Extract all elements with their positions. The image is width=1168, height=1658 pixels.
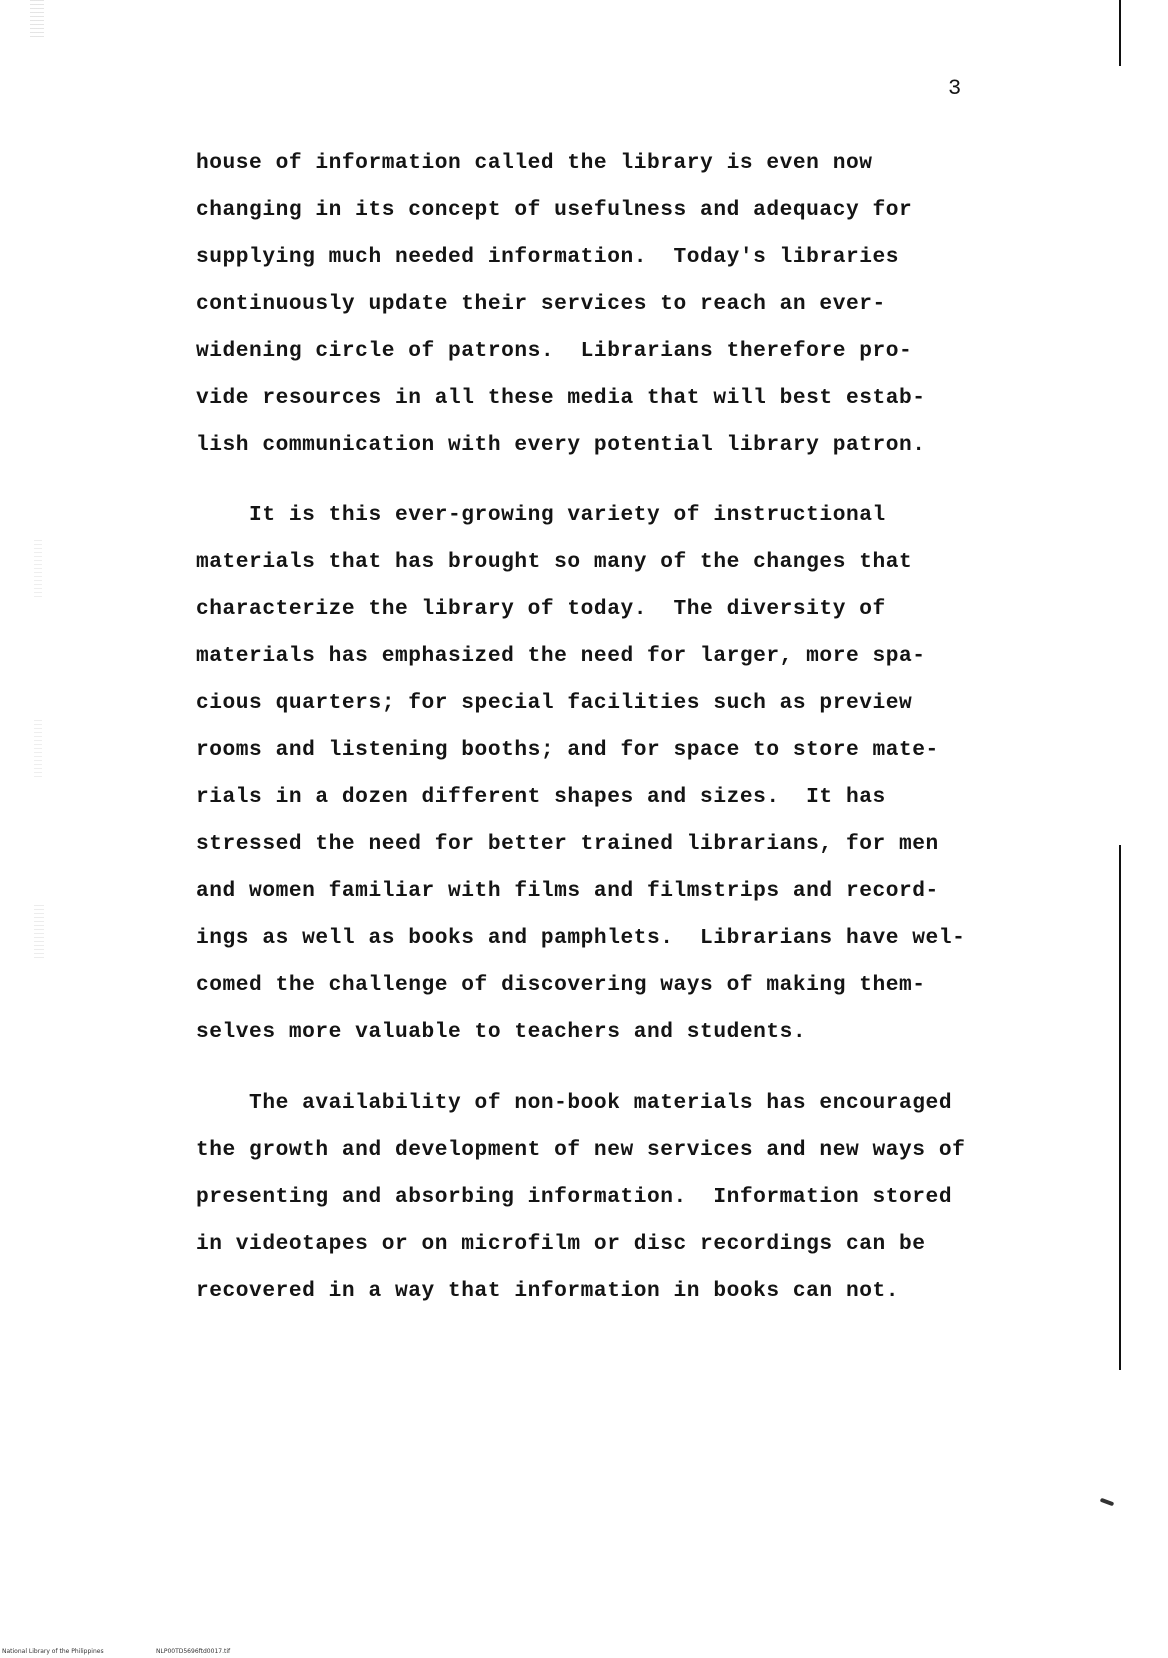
paragraph-3-line: in videotapes or on microfilm or disc recordings can be bbox=[196, 1232, 926, 1256]
scan-noise bbox=[30, 0, 44, 40]
paragraph-1-line: widening circle of patrons. Librarians therefore pro- bbox=[196, 339, 913, 363]
scan-noise bbox=[34, 540, 42, 600]
scan-speck bbox=[1100, 1498, 1115, 1507]
scan-noise bbox=[34, 905, 44, 960]
paragraph-2-line: and women familiar with films and filmstrips and record- bbox=[196, 879, 939, 903]
page-number: 3 bbox=[948, 76, 962, 101]
paragraph-2-line: stressed the need for better trained librarians, for men bbox=[196, 832, 939, 856]
paragraph-1-line: lish communication with every potential library patron. bbox=[196, 433, 926, 457]
scan-noise bbox=[34, 720, 42, 780]
scan-footer-source: National Library of the Philippines bbox=[2, 1648, 104, 1655]
paragraph-2-line: materials has emphasized the need for larger, more spa- bbox=[196, 644, 926, 668]
paragraph-2-line: rooms and listening booths; and for space to store mate- bbox=[196, 738, 939, 762]
scan-border-line-right bbox=[1119, 845, 1121, 1370]
paragraph-2-line: materials that has brought so many of the changes that bbox=[196, 550, 913, 574]
paragraph-1-line: continuously update their services to reach an ever- bbox=[196, 292, 886, 316]
paragraph-2-line: characterize the library of today. The diversity of bbox=[196, 597, 886, 621]
paragraph-2-line: It is this ever-growing variety of instructional bbox=[196, 503, 886, 527]
paragraph-1-line: vide resources in all these media that will best estab- bbox=[196, 386, 926, 410]
paragraph-1-line: supplying much needed information. Today's libraries bbox=[196, 245, 900, 269]
paragraph-2-line: cious quarters; for special facilities such as preview bbox=[196, 691, 913, 715]
scan-footer-filename: NLP00TD5696ftd0017.tif bbox=[156, 1648, 231, 1655]
paragraph-3-line: The availability of non-book materials has encouraged bbox=[196, 1091, 953, 1115]
paragraph-1-line: changing in its concept of usefulness and adequacy for bbox=[196, 198, 913, 222]
paragraph-2-line: selves more valuable to teachers and students. bbox=[196, 1020, 807, 1044]
paragraph-1-line: house of information called the library is even now bbox=[196, 151, 873, 175]
paragraph-2-line: ings as well as books and pamphlets. Librarians have wel- bbox=[196, 926, 966, 950]
paragraph-3-line: the growth and development of new services and new ways of bbox=[196, 1138, 966, 1162]
scan-border-line-top bbox=[1119, 0, 1121, 66]
paragraph-2-line: comed the challenge of discovering ways of making them- bbox=[196, 973, 926, 997]
paragraph-3-line: presenting and absorbing information. Information stored bbox=[196, 1185, 953, 1209]
paragraph-3-line: recovered in a way that information in books can not. bbox=[196, 1279, 900, 1303]
paragraph-2-line: rials in a dozen different shapes and sizes. It has bbox=[196, 785, 886, 809]
